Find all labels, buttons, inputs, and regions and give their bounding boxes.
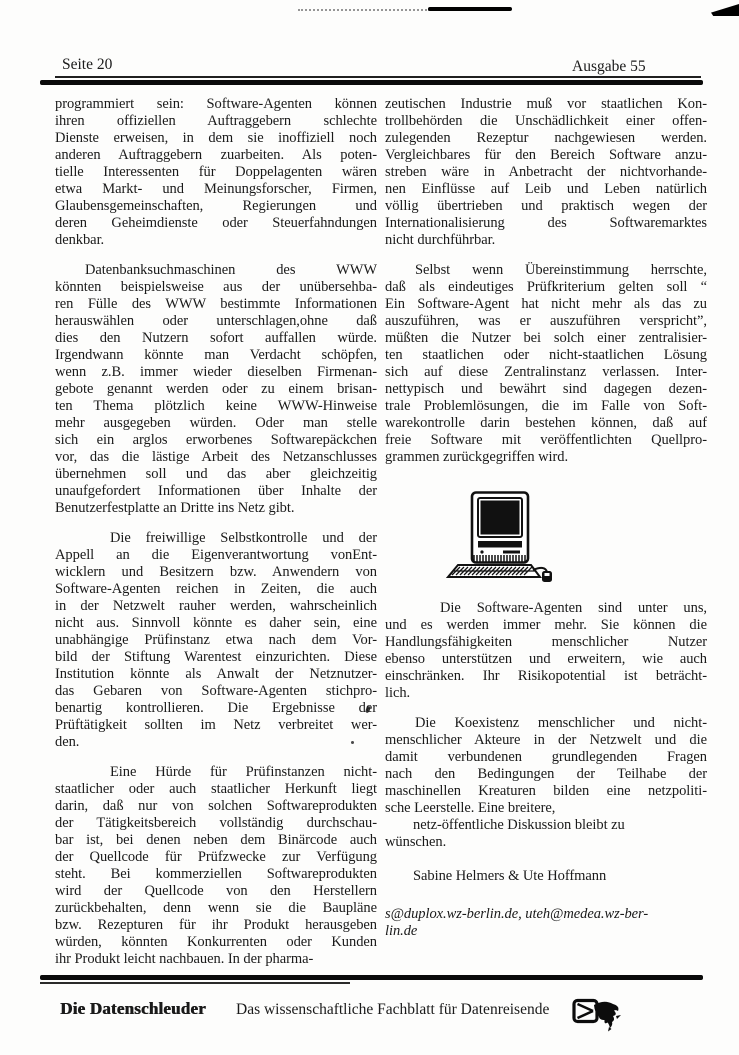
text-line: sich ein arglos erworbenes Softwarepäckchen — [55, 432, 377, 448]
text-line: in der Netzwelt rauher werden, wahrscheinlich — [55, 598, 377, 614]
text-line: ihren offiziellen Auftraggebern schlechte — [55, 113, 377, 129]
text-line: zurückbehalten, denn wenn sie die Baupläne — [55, 900, 377, 916]
text-line: lich. — [385, 685, 411, 701]
text-line: könnten beispielsweise aus der unübersehba- — [55, 279, 377, 295]
text-line: deren Geheimdienste oder Steuerfahndungen — [55, 215, 377, 231]
text-line: zulegenden Rezeptur nachgewiesen werden. — [385, 130, 707, 146]
text-line: wird der Quellcode von den Herstellern — [55, 883, 377, 899]
text-line: vor, das die lästige Arbeit des Netzanschlusses — [55, 449, 377, 465]
page-number: Seite 20 — [62, 56, 113, 73]
text-line: etwa Markt- und Meinungsforscher, Firmen, — [55, 181, 377, 197]
paragraph — [385, 96, 707, 249]
text-line: sich auf diese Zentralinstanz verlassen. Inter- — [385, 364, 707, 380]
text-line: freie Software mit veröffentlichten Quellpro- — [385, 432, 707, 448]
text-line: mehr ausgegeben würden. Oder man stelle — [55, 415, 377, 431]
text-line: herauswählen oder unterschlagen,ohne daß — [55, 313, 377, 329]
text-line: gebote genannt werden oder zu einem brisan- — [55, 381, 377, 397]
text-line: Ein Software-Agent hat nicht mehr als das zu — [385, 296, 707, 312]
paragraph — [385, 817, 707, 851]
text-line: dies den Nutzern sofort auffallen würde. — [55, 330, 377, 346]
text-line: streben wäre in Anbetracht der nichtvorhande- — [385, 164, 707, 180]
text-line: und es werden immer mehr. Sie können die — [385, 617, 707, 633]
article-body — [55, 96, 707, 981]
text-line: Benutzerfestplatte an Dritte ins Netz gibt. — [55, 500, 295, 516]
left-column — [55, 96, 377, 981]
text-line: daß als eindeutiges Prüfkriterium gelten soll “ — [385, 279, 707, 295]
slingshot-hand-icon — [572, 996, 628, 1032]
text-line: darin, daß nur von solchen Softwareprodukten — [55, 798, 377, 814]
text-line: denkbar. — [55, 232, 105, 248]
text-line: Vergleichbares für den Bereich Software anzu- — [385, 147, 707, 163]
text-line: nach den Bedingungen der Teilhabe der — [385, 766, 707, 782]
paragraph — [55, 764, 377, 968]
scan-artifact — [428, 7, 512, 11]
text-line: netz-öffentliche Diskussion bleibt zu — [413, 817, 625, 833]
text-line: s@duplox.wz-berlin.de, uteh@medea.wz-ber- — [385, 906, 649, 922]
text-line: ren Fülle des WWW bestimmte Informationen — [55, 296, 377, 312]
footer-rule-thick — [40, 975, 703, 980]
text-line: Glaubensgemeinschaften, Regierungen und — [55, 198, 377, 214]
text-line: Internationalisierung des Softwaremarktes — [385, 215, 707, 231]
paragraph — [385, 906, 707, 940]
text-line: wicklern und Besitzern bzw. Anwendern von — [55, 564, 377, 580]
paragraph — [55, 96, 377, 249]
header-rule-thin — [55, 76, 701, 78]
text-line: nicht aus. Sinnvoll könnte es daher sein, eine — [55, 615, 377, 631]
right-column-top — [385, 96, 707, 466]
text-line: auszuführen, was er auszuführen verspricht”, — [385, 313, 707, 329]
text-line: damit verbundenen grundlegenden Fragen — [385, 749, 707, 765]
text-line: menschlicher Akteure in der Netzwelt und die — [385, 732, 707, 748]
text-line: trale Problemlösungen, die im Falle von Soft- — [385, 398, 707, 414]
paragraph — [55, 530, 377, 751]
text-line: Die Software-Agenten sind unter uns, — [440, 600, 707, 616]
text-line: unaufgefordert Informationen über Inhalte der — [55, 483, 377, 499]
right-column — [385, 96, 707, 981]
text-line: sche Leerstelle. Eine breitere, — [385, 800, 556, 816]
text-line: Prüftätigkeit sollten im Netz verbreitet wer- — [55, 717, 377, 733]
text-line: Die freiwillige Selbstkontrolle und der — [110, 530, 377, 546]
text-line: ebenso unterstützen und erweitern, wie auch — [385, 651, 707, 667]
text-line: bzw. Rezepturen für ihr Produkt herausgeben — [55, 917, 377, 933]
computer-illustration — [443, 491, 555, 585]
text-line: Eine Hürde für Prüfinstanzen nicht- — [110, 764, 377, 780]
text-line: bild der Stiftung Warentest einzurichten. Diese — [55, 649, 377, 665]
text-line: völlig übertrieben und praktisch wegen der — [385, 198, 707, 214]
text-line: nettypisch und bewährt sind dagegen dezen- — [385, 381, 707, 397]
text-line: ihr Produkt leicht nachbauen. In der pharma- — [55, 951, 314, 967]
text-line: das Gebaren von Software-Agenten stichpro- — [55, 683, 377, 699]
text-line: lin.de — [385, 923, 418, 939]
text-line: staatlicher oder auch staatlicher Herkunft liegt — [55, 781, 377, 797]
text-line: Die Koexistenz menschlicher und nicht- — [415, 715, 707, 731]
text-line: steht. Bei kommerziellen Softwareprodukten — [55, 866, 377, 882]
text-line: trollbehörden die Unschädlichkeit einer offen- — [385, 113, 707, 129]
text-line: zeutischen Industrie muß vor staatlichen Kon- — [385, 96, 707, 112]
text-line: den. — [55, 734, 80, 750]
text-line: ten staatlichen oder nicht-staatlichen Lösung — [385, 347, 707, 363]
magazine-tagline: Das wissenschaftliche Fachblatt für Datenreisende — [236, 1001, 550, 1018]
footer-rule-thin — [40, 982, 350, 984]
text-line: würden, könnten Konkurrenten oder Kunden — [55, 934, 377, 950]
text-line: nen Einflüsse auf Leib und Leben natürlich — [385, 181, 707, 197]
text-line: der Quellcode für Prüfzwecke zur Verfügung — [55, 849, 377, 865]
paragraph — [385, 715, 707, 817]
text-line: Institution könnte als Anwalt der Netznutzer- — [55, 666, 377, 682]
text-line: tielle Interessenten für Doppelagenten wären — [55, 164, 377, 180]
text-line: warekontrolle darin bestehen können, daß auf — [385, 415, 707, 431]
text-line: programmiert sein: Software-Agenten können — [55, 96, 377, 112]
paragraph — [385, 868, 707, 885]
paragraph — [55, 262, 377, 517]
text-line: anderen Auftraggebern zuarbeiten. Als poten- — [55, 147, 377, 163]
scan-artifact — [298, 9, 430, 11]
paragraph — [385, 600, 707, 702]
scan-artifact — [711, 4, 739, 16]
text-line: Software-Agenten reichen in Zeiten, die auch — [55, 581, 377, 597]
text-line: müßten die Nutzer bei solch einer zentralisier- — [385, 330, 707, 346]
text-line: Appell an die Eigenverantwortung vonEnt- — [55, 547, 377, 563]
text-line: unabhängige Prüfinstanz etwa nach dem Vor- — [55, 632, 377, 648]
text-line: Sabine Helmers & Ute Hoffmann — [413, 868, 607, 884]
text-line: Dienste erweisen, in dem sie inoffiziell noch — [55, 130, 377, 146]
text-line: bar ist, bei denen neben dem Binärcode auch — [55, 832, 377, 848]
text-line: wenn z.B. immer wieder dieselben Firmenan- — [55, 364, 377, 380]
text-line: benartig kontrollieren. Die Ergebnisse der — [55, 700, 377, 716]
text-line: Selbst wenn Übereinstimmung herrschte, — [415, 262, 707, 278]
magazine-title: Die Datenschleuder — [60, 999, 206, 1018]
text-line: der Tätigkeitsbereich vollständig durchschau- — [55, 815, 377, 831]
issue-number: Ausgabe 55 — [572, 58, 646, 75]
paragraph — [385, 262, 707, 466]
text-line: Irgendwann könnte man Verdacht schöpfen, — [55, 347, 377, 363]
classic-computer-icon — [443, 491, 555, 585]
right-column-bottom — [385, 600, 707, 940]
text-line: übernehmen soll und das aber gleichzeitig — [55, 466, 377, 482]
header-rule-thick — [40, 80, 703, 85]
text-line: Datenbanksuchmaschinen des WWW — [85, 262, 377, 278]
text-line: Handlungsfähigkeiten menschlicher Nutzer — [385, 634, 707, 650]
text-line: ten Thema plötzlich keine WWW-Hinweise — [55, 398, 377, 414]
text-line: maschinellen Kreaturen bilden eine netzpoliti- — [385, 783, 707, 799]
text-line: grammen zurückgegriffen wird. — [385, 449, 569, 465]
text-line: wünschen. — [385, 834, 447, 850]
text-line: nicht durchführbar. — [385, 232, 496, 248]
text-line: einschränken. Ihr Risikopotential ist beträcht- — [385, 668, 707, 684]
